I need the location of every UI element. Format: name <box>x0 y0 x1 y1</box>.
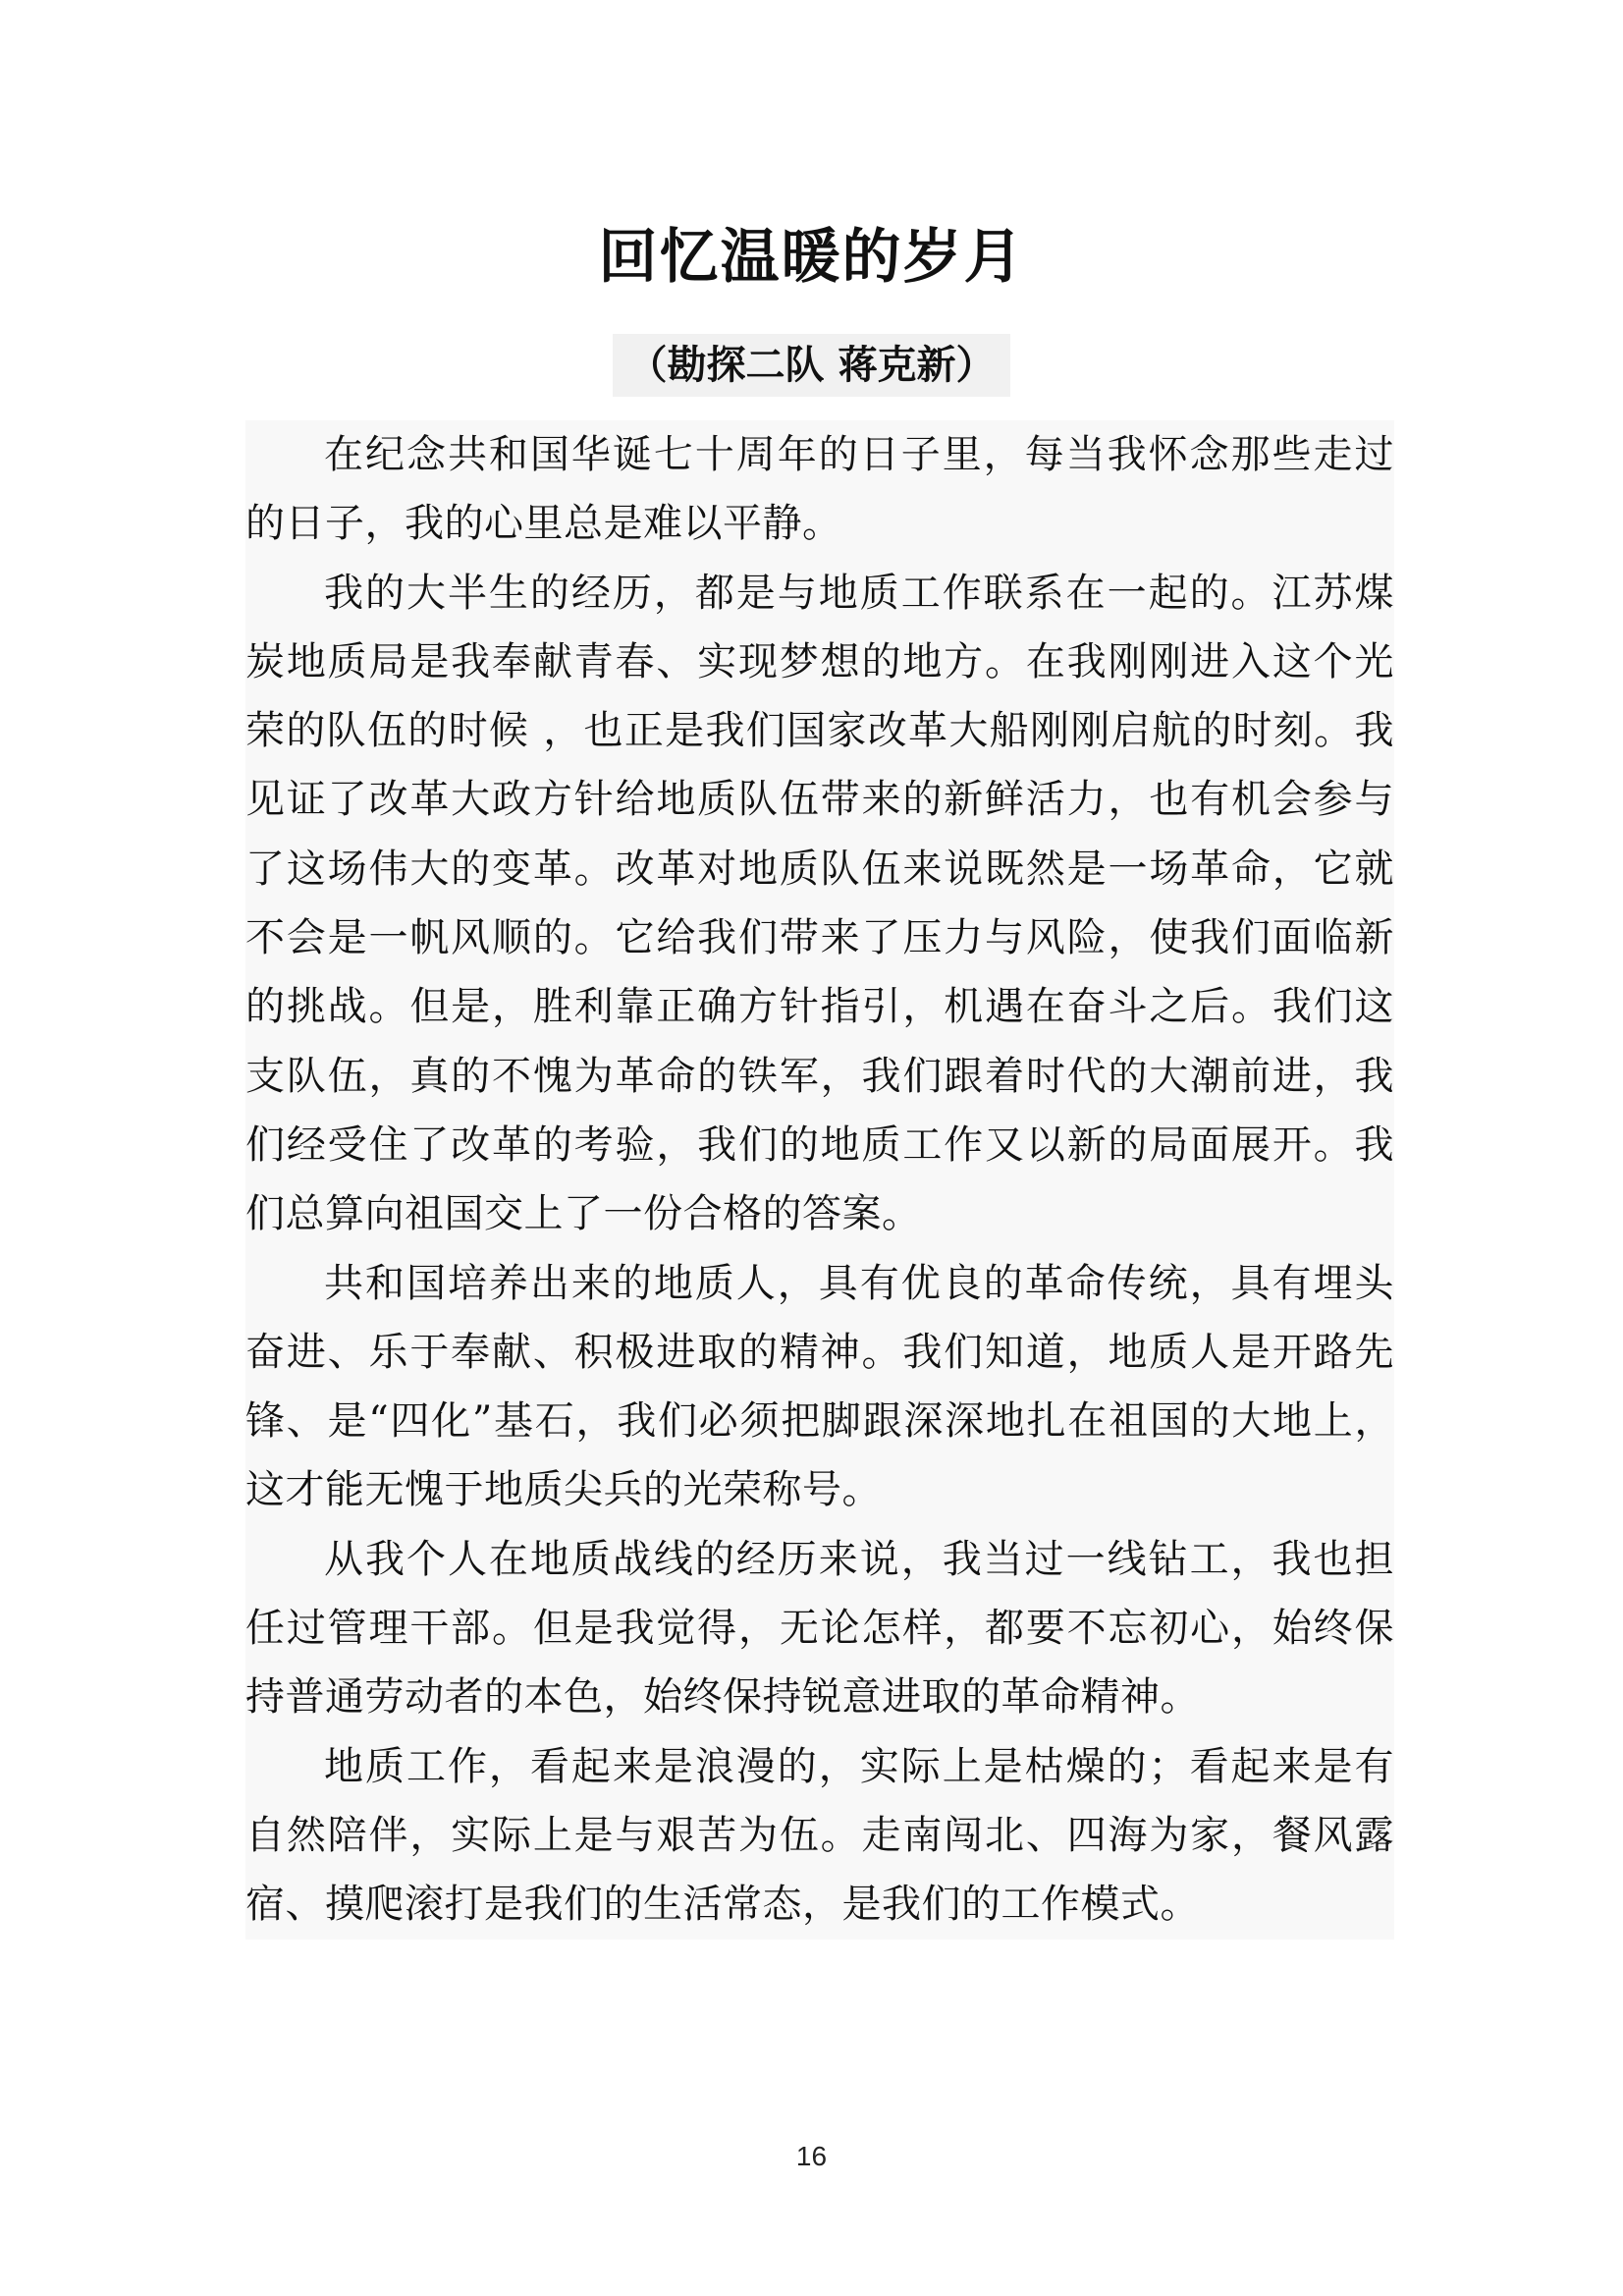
byline-container <box>0 334 1623 397</box>
paragraph: 共和国培养出来的地质人，具有优良的革命传统，具有埋头奋进、乐于奉献、积极进取的精神。我们知道，地质人是开路先锋、是“四化”基石，我们必须把脚跟深深地扎在祖国的大地上，这才能无愧于地质尖兵的光荣称号。 <box>245 1260 1394 1513</box>
article-body <box>245 420 1394 1940</box>
paragraph: 地质工作，看起来是浪漫的，实际上是枯燥的；看起来是有自然陪伴，实际上是与艰苦为伍。走南闯北、四海为家，餐风露宿、摸爬滚打是我们的生活常态，是我们的工作模式。 <box>245 1743 1394 1928</box>
paragraph: 我的大半生的经历，都是与地质工作联系在一起的。江苏煤炭地质局是我奉献青春、实现梦想的地方。在我刚刚进入这个光荣的队伍的时候 ，也正是我们国家改革大船刚刚启航的时刻。我见证了改革大政方针给地质队伍带来的新鲜活力，也有机会参与了这场伟大的变革。改革对地质队伍来说既然是一场革命，它就不会是一帆风顺的。它给我们带来了压力与风险，使我们面临新的挑战。但是，胜利靠正确方针指引，机遇在奋斗之后。我们这支队伍，真的不愧为革命的铁军，我们跟着时代的大潮前进，我们经受住了改革的考验，我们的地质工作又以新的局面展开。我们总算向祖国交上了一份合格的答案。 <box>245 570 1394 1237</box>
page-number: 16 <box>795 2141 828 2171</box>
author-byline: （勘探二队 蒋克新） <box>613 334 1011 397</box>
paragraph: 从我个人在地质战线的经历来说，我当过一线钻工，我也担任过管理干部。但是我觉得，无论怎样，都要不忘初心，始终保持普通劳动者的本色，始终保持锐意进取的革命精神。 <box>245 1536 1394 1721</box>
document-title: 回忆温暖的岁月 <box>598 223 1025 292</box>
paragraph: 在纪念共和国华诞七十周年的日子里，每当我怀念那些走过的日子，我的心里总是难以平静。 <box>245 432 1394 547</box>
